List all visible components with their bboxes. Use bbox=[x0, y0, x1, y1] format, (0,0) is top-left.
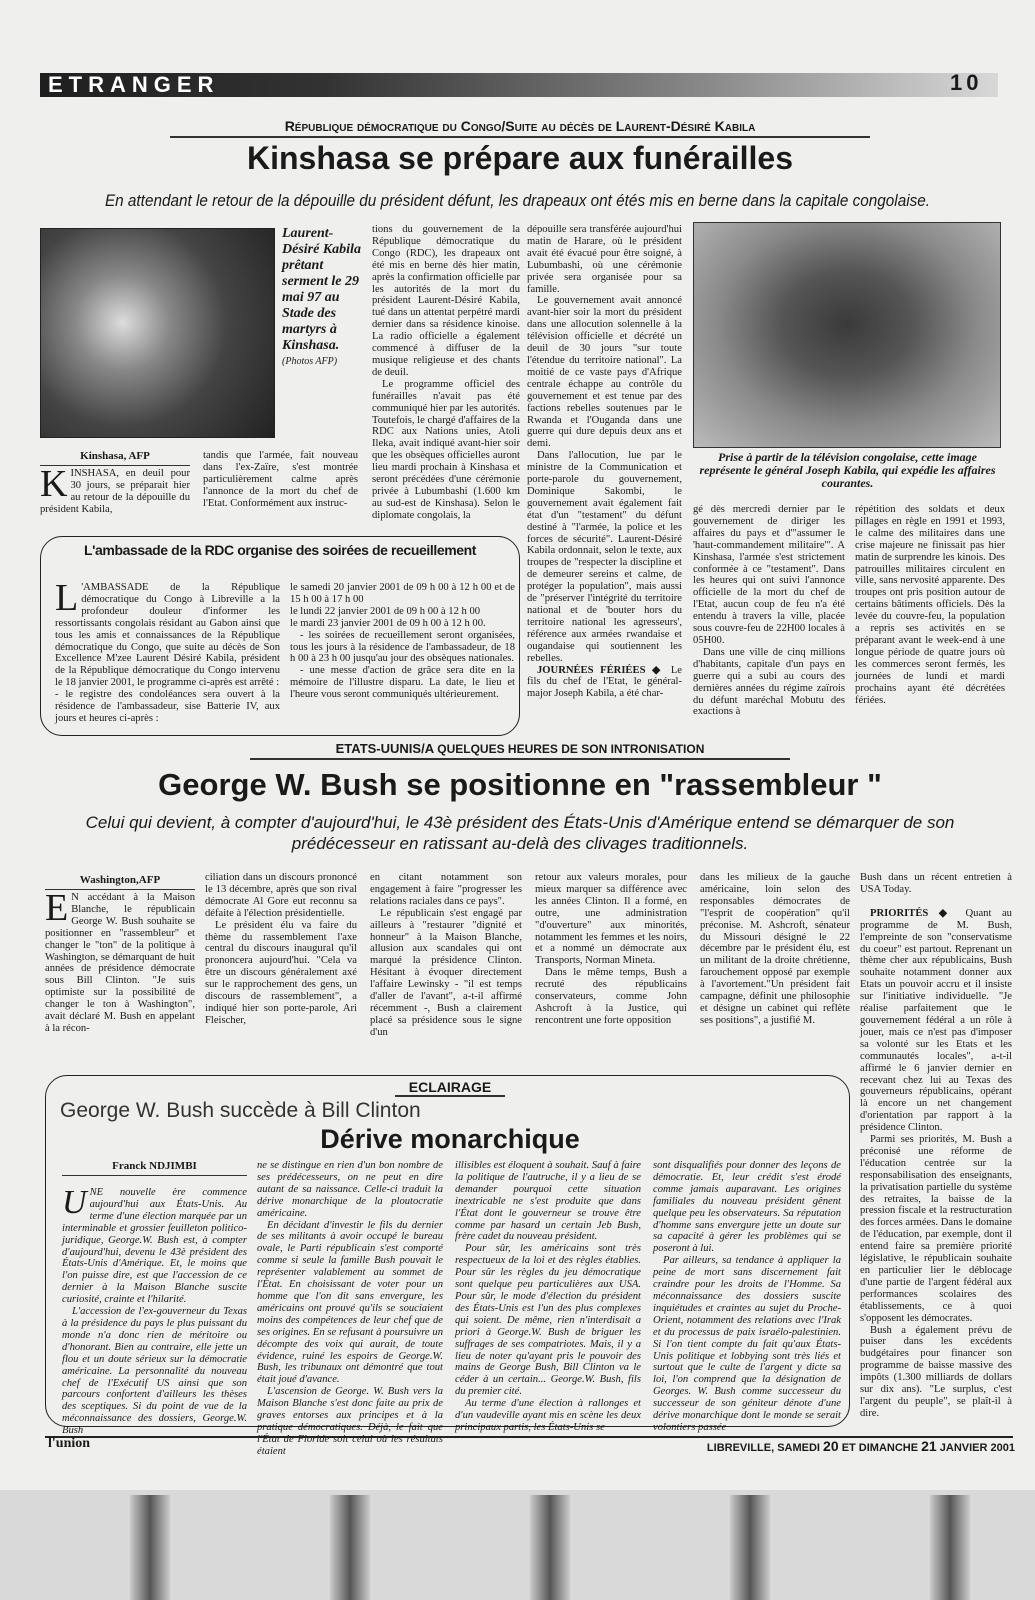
paragraph: illisibles est éloquent à souhait. Sauf à faire la politique de l'autruche, il y a lieu de se demander pourquoi cette situation inextricable ne s'est produite que dans l'État dont le gouverneur se trouve être comme par hasard un certain Jeb Bush, frère cadet du nouveau président. bbox=[455, 1160, 641, 1243]
eclairage-text-col1 bbox=[62, 1184, 247, 1437]
date-text: ET DIMANCHE bbox=[841, 1442, 919, 1454]
ambassade-text-col2 bbox=[290, 582, 515, 730]
paragraph: en citant notamment son engagement à faire "progresser les relations raciales dans ce pays". bbox=[370, 872, 522, 907]
scanner-shadow bbox=[930, 1495, 970, 1600]
paragraph: le samedi 20 janvier 2001 de 09 h 00 à 12 h 00 et de 15 h 00 à 17 h 00 le lundi 22 janvier 2001 de 09 h 00 à 12 h 00 le mardi 23 janvier 2001 de 09 h 00 à 12 h 00. bbox=[290, 582, 515, 629]
congo-deck: En attendant le retour de la dépouille du président défunt, les drapeaux ont étés mis en berne dans la capitale congolaise. bbox=[104, 191, 931, 210]
paragraph: Bush dans un récent entretien à USA Today. bbox=[860, 872, 1012, 895]
paragraph: En décidant d'investir le fils du dernier de ses militants à avoir occupé le bureau ovale, le Parti républicain s'est comporté comme si seule la famille Bush pouvait le représenter valablement au sommet de l'État. En choisissant de voter pour un homme que l'on dit sans envergure, les américains ont prouvé qu'ils se souciaient moins des compétences de leur chef que de ses origines. En se refusant à poursuivre un décompte des voix qui aurait, de toute évidence, ruiné les espoirs de George.W. Bush, les tribunaux ont démontré que tout était joué d'avance. bbox=[257, 1219, 443, 1386]
paragraph: ciliation dans un discours prononcé le 13 décembre, après que son rival démocrate Al Gore eut reconnu sa défaite à l'élection présidentielle. bbox=[205, 872, 357, 919]
scanner-shadow bbox=[130, 1495, 170, 1600]
paragraph: - une messe d'action de grâce sera dite en la mémoire de l'illustre disparu. La date, le lieu et l'heure vous seront communiqués ultérieurement. bbox=[290, 665, 515, 701]
paragraph: Le fils du chef de l'Etat, le général-major Joseph Kabila, a été char- bbox=[527, 664, 682, 700]
paragraph: 'AMBASSADE de la République démocratique du Congo à Libreville a la profondeur douleur d'informer les ressortissants congolais résidant au Gabon ainsi que tous les amis et connaissances de la République démocratique du Congo, que suite au décès de Son Excellence M'zee Laurent Désiré Kabila, président de la République démocratique du Congo intervenu le 18 janvier 2001, le programme ci-après est arrêté : bbox=[55, 582, 280, 689]
bush-kicker-main: ETATS-UUNIS/A bbox=[335, 741, 434, 756]
eclairage-headline: Dérive monarchique bbox=[320, 1124, 580, 1154]
paragraph: gé dès mercredi dernier par le gouvernement de diriger les affaires du pays et d'"assumer le 'haut-commandement militaire'". A Kinshasa, l'armée s'est strictement conformée à ce "testament". Dans les heures qui ont suivi l'annonce officielle de la mort du chef de l'Etat, aucun coup de feu n'a été entendu à travers la ville, placée sous couvre-feu de 22H00 locales à 05H00. bbox=[693, 504, 845, 646]
paragraph: L'accession de l'ex-gouverneur du Texas à la présidence du pays le plus puissant du monde n'a donc rien de méritoire ou d'honorant. Bien au contraire, elle jette un flou et un doute sérieux sur la démocratie américaine. La personnalité du nouveau chef de l'Exécutif US ainsi que son parcours confortent d'ailleurs les thèses des sceptiques. Si du point de vue de la méconnaissance des dossiers, George.W. Bush bbox=[62, 1306, 247, 1437]
section-title: ETRANGER bbox=[48, 72, 220, 97]
paragraph: Le gouvernement avait annoncé avant-hier soir la mort du président dans une allocution solennelle à la télévision officielle et décrété un deuil de 30 jours "sur toute l'étendue du territoire national". La moitié de ce vaste pays d'Afrique centrale échappe au contrôle du gouvernement et est tenue par des factions rebelles soutenues par le Rwanda et l'Ouganda dans une guerre qui dure depuis deux ans et demi. bbox=[527, 295, 682, 450]
bush-text-col3 bbox=[370, 872, 522, 1070]
paragraph: Au terme d'une élection à rallonges et d'un vaudeville ayant mis en scène les deux principaux partis, les États-Unis se bbox=[455, 1398, 641, 1433]
bush-text-col5: dans les milieux de la gauche américaine, loin selon des responsables démocrates de "l'esprit de coopération" qu'il préconise. M. Ashcroft, sénateur du Missouri désigné le 22 décembre par le président élu, est un militant de la droite chrétienne, farouchement opposé par exemple à l'avortement."Un président fait campagne, définit une philosophie et désigne un cabinet qui reflète ses positions", a justifié M. bbox=[700, 872, 850, 1026]
dropcap: E bbox=[45, 887, 69, 929]
paragraph: retour aux valeurs morales, pour mieux marquer sa différence avec les années Clinton. Il a formé, en outre, une administration "d'ouverture" aux minorités, notamment les femmes et les noirs, et a nommé un démocrate aux Transports, Norman Mineta. bbox=[535, 872, 687, 967]
bush-text-col1 bbox=[45, 887, 195, 1070]
bush-deck: Celui qui devient, à compter d'aujourd'hui, le 43è président des États-Unis d'Amérique entend se démarquer de son prédécesseur en ratissant au-delà des clivages traditionnels. bbox=[85, 813, 955, 853]
bush-text-col4 bbox=[535, 872, 687, 1070]
page-number: 10 bbox=[950, 70, 983, 95]
photo-credit: (Photos AFP) bbox=[282, 356, 338, 367]
paragraph: ne se distingue en rien d'un bon nombre de ses prédécesseurs, on ne peut en dire autant de sa naissance. Celle-ci traduit la dérive monarchique de la ploutocratie américaine. bbox=[257, 1160, 443, 1219]
paragraph: INSHASA, en deuil pour 30 jours, se préparait hier au retour de la dépouille du président Kabila, bbox=[40, 468, 190, 515]
congo-text-col2: tandis que l'armée, fait nouveau dans l'ex-Zaïre, s'est montrée particulièrement calme après l'annonce de la mort du chef de l'Etat. Conformément aux instruc- bbox=[203, 450, 358, 509]
joseph-kabila-photo bbox=[693, 222, 1001, 448]
masthead: l'union bbox=[48, 1436, 91, 1451]
scanner-shadow bbox=[730, 1495, 770, 1600]
scanner-shadow bbox=[330, 1495, 370, 1600]
paragraph: - les soirées de recueillement seront organisées, tous les jours à la résidence de l'ambassadeur, de 18 h 00 à 23 h 00 jusqu'au jour des obsèques nationales. bbox=[290, 629, 515, 665]
photo2-caption: Prise à partir de la télévision congolaise, cette image représente le général Joseph Kabila, qui expédie les affaires courantes. bbox=[699, 450, 996, 490]
ambassade-text-col1 bbox=[55, 577, 280, 730]
paragraph: Dans une ville de cinq millions d'habitants, capitale d'un pays en guerre qui a subi au cours des dernières années du régime zaïrois du défunt maréchal Mobutu des exactions à bbox=[693, 646, 845, 718]
date-text: JANVIER 2001 bbox=[939, 1442, 1015, 1454]
eclairage-text-col4 bbox=[653, 1160, 841, 1433]
photo-caption: Laurent-Désiré Kabila prêtant serment le 29 mai 97 au Stade des martyrs à Kinshasa. bbox=[282, 226, 361, 353]
paragraph: Pour sûr, les américains sont très respectueux de la loi et des règles établies. Pour sûr les règles du jeu démocratique sont quelque peu particulières aux USA. Pour sûr, le mode d'élection du président des États-Unis est l'un des plus complexes qui soient. De même, rien n'interdisait a priori à George.W. Bush de briguer les suffrages de ses compatriotes. Mais, il y a lieu de noter qu'ayant pris le pouvoir des mains de George Bush, Bill Clinton va le céder à un certain... George.W. Bush, fils du premier cité. bbox=[455, 1243, 641, 1398]
paragraph: Dans l'allocution, lue par le ministre de la Communication et porte-parole du gouvernement, Dominique Sakombi, le gouvernement avait également fait état d'un "testament" du défunt destiné à "l'armée, la police et les forces de sécurité". Laurent-Désiré Kabila ordonnait, selon le texte, aux troupes de "respecter la discipline et de demeurer sereins et calme, de protéger la population", mais aussi de "préserver l'intégrité du territoire national et de 'bouter hors du territoire national les agresseurs', référence aux armées rwandaise et ougandaise qui soutiennent les rebelles. bbox=[527, 450, 682, 664]
paragraph: sont disqualifiés pour donner des leçons de démocratie. Et, leur crédit s'est érodé comme jamais auparavant. Les origines familiales du nouveau président gênent quelque peu les observateurs. Sa réputation d'homme sans envergure jette un doute sur sa capacité à gérer les problèmes qui se poseront à lui. bbox=[653, 1160, 841, 1255]
paragraph: Quant au programme de M. Bush, l'empreinte de son "conservatisme du coeur" est partout. Reprenant un thème cher aux républicains, Bush souhaite notamment donner aux Etats un pouvoir accru et il insiste sur l'initiative individuelle. "Je réalise parfaitement que le gouvernement fédéral a un rôle à jouer, mais ce n'est pas d'imposer sa volonté sur les Etats et les communautés locales", a-t-il affirmé le 6 janvier dernier en recevant chez lui au Texas des gouverneurs républicains, opérant là encore un net changement d'orientation par rapport à la présidence Clinton. bbox=[860, 907, 1012, 1134]
paragraph: Parmi ses priorités, M. Bush a préconisé une réforme de l'éducation centrée sur la responsabilisation des enseignants, la privatisation partielle du système des retraites, la baisse de la pression fiscale et la restructuration des forces armées. Dans le domaine de l'éducation, par exemple, dont il entend faire sa première priorité législative, le républicain souhaite en particulier lier le déblocage d'une partie de l'argent fédéral aux performances scolaires des établissements, ce à quoi s'opposent les démocrates. bbox=[860, 1134, 1012, 1324]
paragraph: Le président élu va faire du thème du rassemblement l'axe central du discours inaugural qu'il prononcera aujourd'hui. "Cela va être un discours généralement axé sur le rapprochement des gens, un discours de rassemblement", a indiqué hier son porte-parole, Ari Fleischer, bbox=[205, 919, 357, 1026]
kabila-photo bbox=[40, 228, 275, 438]
congo-dateline: Kinshasa, AFP bbox=[40, 450, 190, 466]
bush-text-col2 bbox=[205, 872, 357, 1070]
date-text: LIBREVILLE, SAMEDI bbox=[706, 1442, 820, 1454]
dropcap: K bbox=[40, 463, 68, 505]
congo-headline: Kinshasa se prépare aux funérailles bbox=[246, 140, 794, 176]
congo-text-col3 bbox=[372, 224, 520, 519]
photo-caption-block bbox=[282, 226, 364, 368]
dropcap: L bbox=[55, 577, 79, 619]
paragraph: NE nouvelle ère commence aujourd'hui aux États-Unis. Au terme d'une élection marquée par un interminable et grossier feuilleton politico-juridique, George.W. Bush est, à compter d'aujourd'hui, devenu le 43è président des États-Unis d'Amérique. Et, le moins que l'on puisse dire, est que l'accession de ce dernier à la Maison Blanche suscite curiosité, crainte et l'hilarité. bbox=[62, 1187, 247, 1306]
paragraph: Le républicain s'est engagé par ailleurs à "restaurer "dignité et honneur" à la Maison Blanche, allusion aux scandales qui ont marqué la présidence Clinton. Hésitant à évoquer directement l'affaire Lewinsky - "il est temps d'aller de l'avant", a-t-il affirmé récemment -, Bush a clairement placé sa présidence sous le signe d'un bbox=[370, 907, 522, 1038]
bush-kicker bbox=[250, 741, 790, 760]
footer-date bbox=[640, 1438, 1015, 1454]
paragraph: Le programme officiel des funérailles n'avait pas été communiqué hier par les autorités. Toutefois, le chargé d'affaires de la RDC aux Nations unies, Atoli Ileka, avait indiqué avant-hier soir que les obsèques officielles auront lieu mardi prochain à Kinshasa et seront précédées d'une cérémonie privée à Lubumbashi (1.600 km au sud-est de Kinshasa). Selon le diplomate congolais, la bbox=[372, 378, 520, 521]
subhead: JOURNÉES FÉRIÉES ◆ bbox=[537, 664, 665, 676]
paragraph: Dans le même temps, Bush a recruté des républicains conservateurs, comme John Ashcroft à la Justice, qui rencontrent une forte opposition bbox=[535, 967, 687, 1026]
paragraph: Bush a également prévu de puiser dans les excédents budgétaires pour financer son programme de baisse massive des impôts (1.300 milliards de dollars sur dix ans). "Le surplus, c'est l'argent du peuple", se plaît-il à dire. bbox=[860, 1324, 1012, 1419]
bush-kicker-rest: QUELQUES HEURES DE SON INTRONISATION bbox=[437, 742, 705, 756]
dropcap: U bbox=[62, 1184, 87, 1221]
scanner-shadow bbox=[530, 1495, 570, 1600]
paragraph: Par ailleurs, sa tendance à appliquer la peine de mort sans discernement fait craindre pour les droits de l'Homme. Sa méconnaissance des dossiers suscite inquiétudes et craintes au sujet du Proche-Orient, notamment des relations avec l'Irak et du processus de paix israélo-palestinien. Si l'on tient compte du fait qu'aux États-Unis politique et lobbying sont très liés et surtout que le culte de l'argent y dicte sa loi, l'on comprend que la désignation de Georges. W. Bush comme successeur du successeur de son géniteur dénote d'une dérive monarchique dont le monde se serait volontiers passée bbox=[653, 1255, 841, 1433]
eclairage-byline: Franck NDJIMBI bbox=[62, 1160, 247, 1176]
paragraph: tions du gouvernement de la République démocratique du Congo (RDC), les drapeaux ont été mis en berne dès hier matin, après la confirmation officielle par les autorités de la mort du président Laurent-Désiré Kabila, tué dans un attentat perpétré mardi dernier dans sa résidence kinoise. La radio officielle a également commencé à diffuser de la musique religieuse et des chants de deuil. bbox=[372, 224, 520, 378]
congo-text-col1 bbox=[40, 463, 190, 523]
bush-dateline: Washington,AFP bbox=[45, 874, 195, 890]
congo-text-col6: répétition des soldats et deux pillages en règle en 1991 et 1993, le calme des militaires dans une crise majeure ne finissait pas hier matin de surprendre les kinois. Des patrouilles militaires circulent en ville, sans nervosité apparente. Des troupes ont pris position autour de certains bâtiments officiels. Dès la levée du couvre-feu, la population a repris ses activités en se préparant avant le week-end à une longue période de quatre jours où les commerces seront fermés, les journées de lundi et mardi prochains ayant été décrétées fériées. bbox=[855, 504, 1005, 706]
paragraph: L'ascension de George. W. Bush vers la Maison Blanche s'est donc faite au prix de graves entorses aux principes et à la pratique démocratiques. Déjà, le fait que l'État de Floride soit celui où les résultats étaient bbox=[257, 1386, 443, 1457]
subhead: PRIORITÉS ◆ bbox=[870, 907, 955, 919]
eclairage-text-col3 bbox=[455, 1160, 641, 1433]
eclairage-text-col2 bbox=[257, 1160, 443, 1457]
paragraph: - le registre des condoléances sera ouvert à la résidence de l'ambassadeur, sise Batterie IV, aux jours et heures ci-après : bbox=[55, 689, 280, 724]
bush-text-col6 bbox=[860, 872, 1012, 1422]
congo-text-col4 bbox=[527, 224, 682, 714]
eclairage-title: George W. Bush succède à Bill Clinton bbox=[60, 1099, 421, 1122]
paragraph: dépouille sera transférée aujourd'hui matin de Harare, où le président avait été évacué pour être soigné, à Lubumbashi, où une cérémonie privée sera organisée pour sa famille. bbox=[527, 224, 682, 295]
date-day: 21 bbox=[921, 1438, 937, 1454]
ambassade-title: L'ambassade de la RDC organise des soirées de recueillement bbox=[83, 542, 477, 558]
bush-headline: George W. Bush se positionne en "rassembleur " bbox=[158, 767, 882, 802]
congo-kicker: République démocratique du Congo/Suite au décès de Laurent-Désiré Kabila bbox=[170, 118, 870, 138]
paragraph: N accédant à la Maison Blanche, le républicain George W. Bush souhaite se positionner en "rassembleur" et changer le "ton" de la politique à Washington, se démarquant de huit années de présidence démocrate sous Bill Clinton. "Je suis optimiste sur la possibilité de changer le ton à Washington", avait déclaré M. Bush en appelant à la récon- bbox=[45, 892, 195, 1034]
congo-text-col5 bbox=[693, 504, 845, 718]
date-day: 20 bbox=[823, 1438, 839, 1454]
eclairage-label: ECLAIRAGE bbox=[395, 1079, 505, 1097]
